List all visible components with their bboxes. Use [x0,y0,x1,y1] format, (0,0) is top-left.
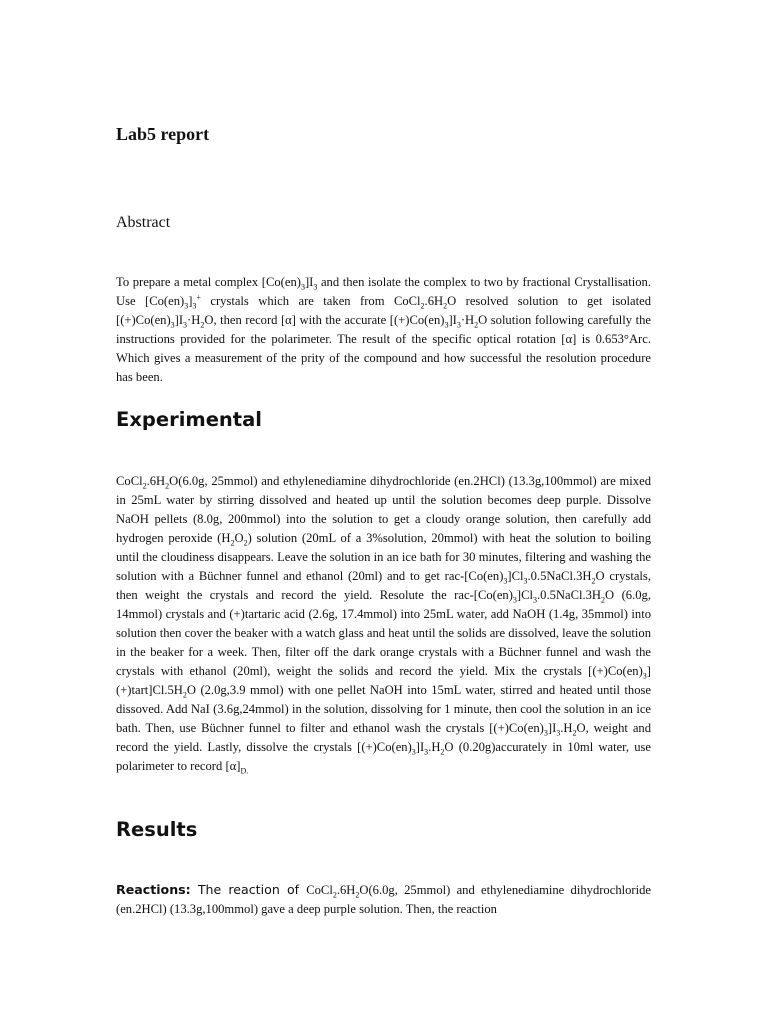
document-title: Lab5 report [116,124,210,144]
abstract-heading: Abstract [116,214,171,231]
experimental-paragraph: $CoCl_2.6H_2O(6.0g$, 25mmol) and ethylenediamine dihydrochloride (en.2HCl) (13.3g,100mmol) are mixed in 25mL water by stirring dissolved and heated up until the solution becomes deep purple. Dissolve NaOH pellets (8.0g, 200mmol) into the solution to get a cloudy orange solution, then carefully add hydrogen peroxide $(H_2O_2)$ solution (20mL of a 3%solution, 20mmol) with heat the solution to boiling until the cloudiness disappears. Leave the solution in an ice bath for 30 minutes, filtering and washing the solution with a Büchner funnel and ethanol (20ml) and to get rac-$[Co(en)_3]Cl_3.0.5NaCl.3H_2O$ crystals, then weight the crystals and record the yield. Resolute the rac-$[Co(en)_3]Cl_3.0.5NaCl.3H_2O$ (6.0g, 14mmol) crystals and (+)tartaric acid (2.6g, 17.4mmol) into 25mL water, add NaOH (1.4g, 35mmol) into solution then cover the beaker with a watch glass and heat until the solids are dissolved, leave the solution in the beaker for a week. Then, filter off the dark orange crystals with a Büchner funnel and wash the crystals with ethanol (20ml), weight the solids and record the yield. Mix the crystals $[(+)Co(en)_3](+)tart]Cl.5H_2O$ (2.0g,3.9 mmol) with one pellet NaOH into 15mL water, stirred and heated until those dissoved. Add NaI (3.6g,24mmol) in the solution, dissolving for 1 minute, then cool the solution in an ice bath. Then, use Büchner funnel to filter and ethanol wash the crystals $[(+)Co(en)_3]I_3.H_2O$, weight and record the yield. Lastly, dissolve the crystals $[(+)Co(en)_3]I_3.H_2O$ (0.20g)accurately in 10ml water, use polarimeter to record $[\alpha]_{D.}$ [116,474,652,776]
results-heading: Results [116,818,198,841]
reactions-label: Reactions: [116,882,191,897]
results-paragraph: Reactions: The reaction of $CoCl_2.6H_2O(6.0g$, 25mmol) and ethylenediamine dihydrochloride (en.2HCl) (13.3g,100mmol) gave a deep purple solution. Then, the reaction [116,882,651,916]
abstract-paragraph: To prepare a metal complex $[Co(en)_3]I_3$ and then isolate the complex to two by fractional Crystallisation. Use $[Co(en)_3]_3^+$ crystals which are taken from $CoCl_2.6H_2O$ resolved solution to get isolated $[(+)Co(en)_3]I_3\cdot H_2O$, then record [α] with the accurate $[(+)Co(en)_3]I_3\cdot H_2O$ solution following carefully the instructions provided for the polarimeter. The result of the specific optical rotation [α] is 0.653°Arc. Which gives a measurement of the prity of the compound and how successful the resolution procedure has been. [116,275,651,384]
experimental-heading: Experimental [116,408,262,431]
